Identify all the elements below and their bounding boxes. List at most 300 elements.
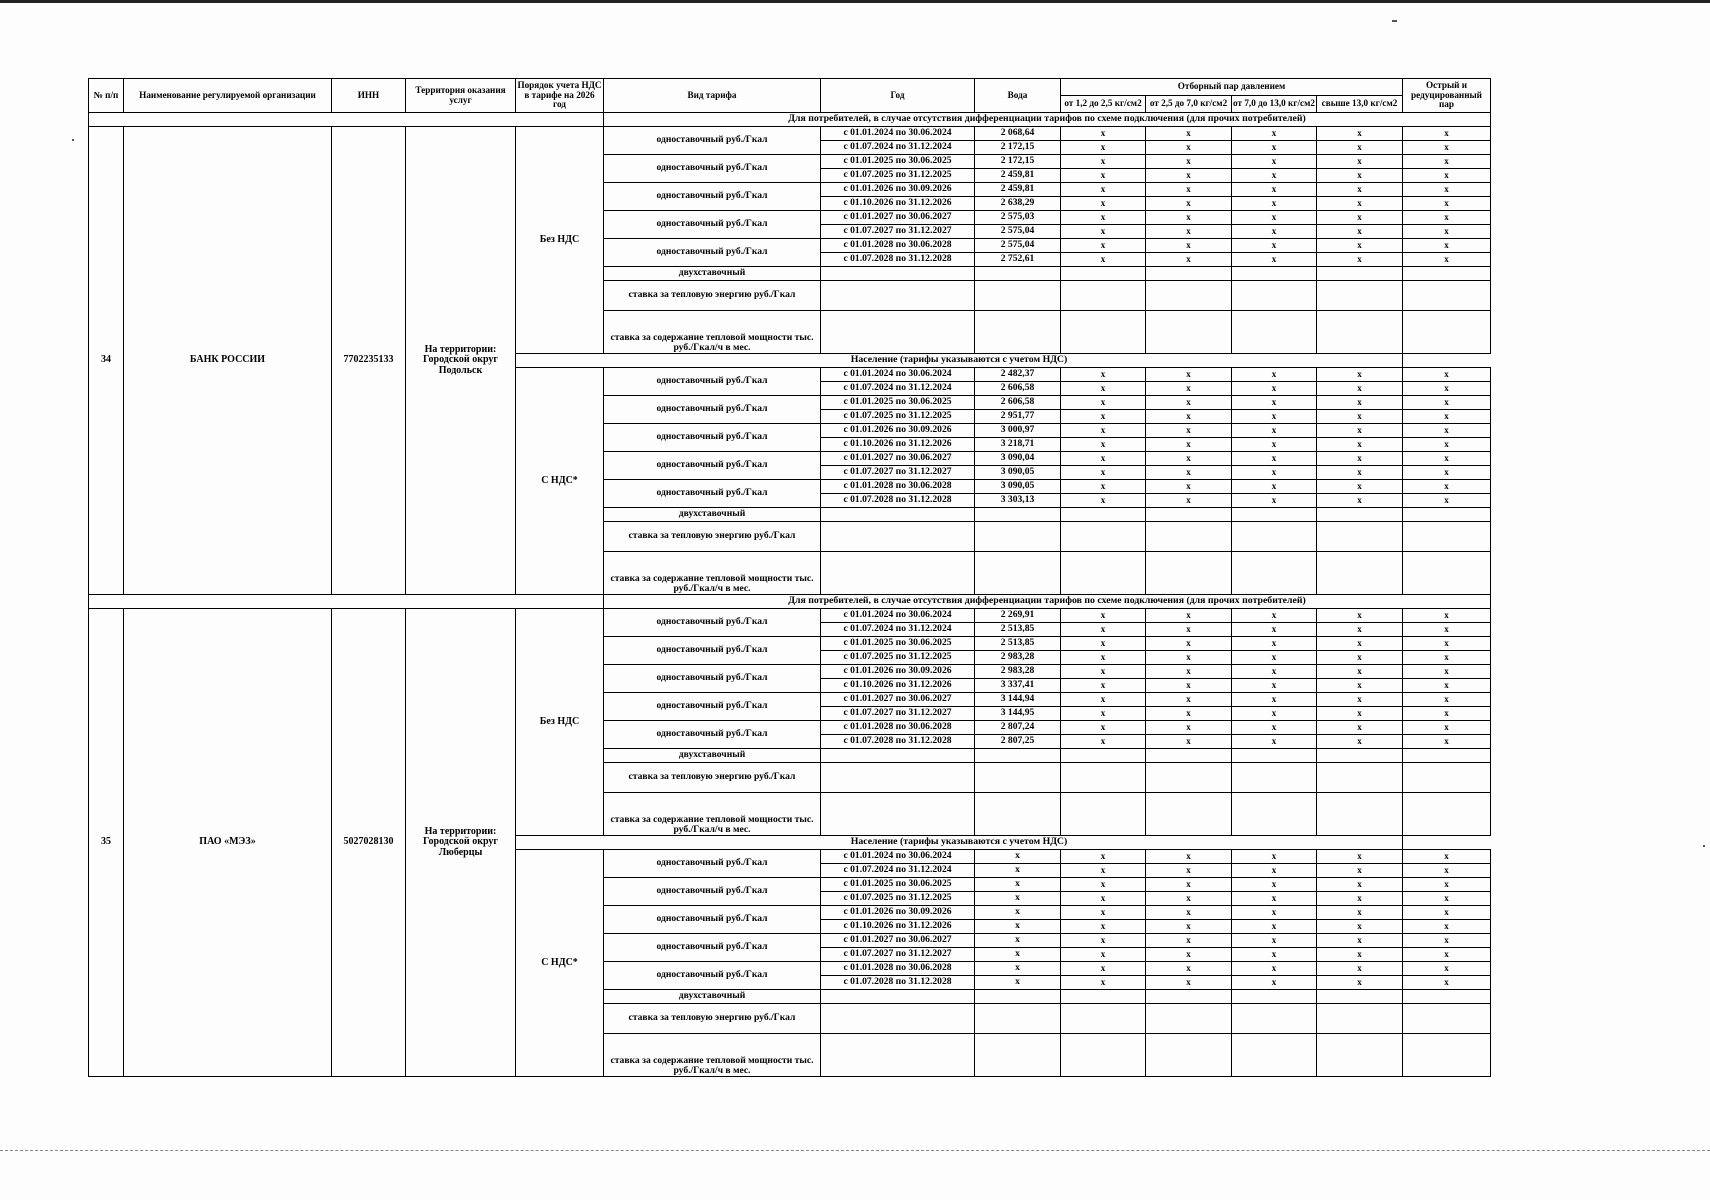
not-applicable-mark: x xyxy=(1403,225,1491,239)
water-value: 2 951,77 xyxy=(975,410,1061,424)
period-cell: с 01.01.2027 по 30.06.2027 xyxy=(821,452,975,466)
not-applicable-mark: x xyxy=(1403,976,1491,990)
not-applicable-mark: x xyxy=(1232,721,1317,735)
water-value: 2 983,28 xyxy=(975,665,1061,679)
empty-cell xyxy=(1146,990,1232,1004)
empty-cell xyxy=(1403,990,1491,1004)
org-territory: На территории: Городской округ Подольск xyxy=(406,127,516,595)
not-applicable-mark: x xyxy=(1317,253,1403,267)
not-applicable-mark: x xyxy=(1232,906,1317,920)
empty-cell xyxy=(975,281,1061,311)
period-cell: с 01.01.2024 по 30.06.2024 xyxy=(821,850,975,864)
water-value: 3 337,41 xyxy=(975,679,1061,693)
not-applicable-mark: x xyxy=(1146,494,1232,508)
tariff-type-single: одноставочный руб./Гкал xyxy=(604,934,821,962)
not-applicable-mark: x xyxy=(1146,976,1232,990)
water-value: 2 513,85 xyxy=(975,623,1061,637)
empty-cell xyxy=(1061,793,1146,836)
not-applicable-mark: x xyxy=(1317,480,1403,494)
org-inn: 7702235133 xyxy=(332,127,406,595)
not-applicable-mark: x xyxy=(1146,892,1232,906)
not-applicable-mark: x xyxy=(1146,735,1232,749)
period-cell: с 01.01.2025 по 30.06.2025 xyxy=(821,637,975,651)
tariff-type-single: одноставочный руб./Гкал xyxy=(604,211,821,239)
empty-cell xyxy=(975,763,1061,793)
not-applicable-mark: x xyxy=(1146,396,1232,410)
period-cell: с 01.01.2028 по 30.06.2028 xyxy=(821,721,975,735)
not-applicable-mark: x xyxy=(1146,211,1232,225)
not-applicable-mark: x xyxy=(1061,976,1146,990)
period-cell: с 01.01.2028 по 30.06.2028 xyxy=(821,480,975,494)
scan-top-edge xyxy=(0,0,1710,3)
not-applicable-mark: x xyxy=(1232,934,1317,948)
not-applicable-mark: x xyxy=(1232,693,1317,707)
empty-cell xyxy=(1232,552,1317,595)
tariff-type-single: одноставочный руб./Гкал xyxy=(604,693,821,721)
not-applicable-mark: x xyxy=(1403,368,1491,382)
tariff-type-two: двухставочный xyxy=(604,749,821,763)
not-applicable-mark: x xyxy=(1232,197,1317,211)
tariff-type-single: одноставочный руб./Гкал xyxy=(604,906,821,934)
not-applicable-mark: x xyxy=(1232,183,1317,197)
not-applicable-mark: x xyxy=(1317,466,1403,480)
org-name: ПАО «МЭЗ» xyxy=(124,609,332,1077)
water-value: x xyxy=(975,864,1061,878)
not-applicable-mark: x xyxy=(1403,962,1491,976)
water-value: 2 068,64 xyxy=(975,127,1061,141)
empty-cell xyxy=(1232,763,1317,793)
period-cell: с 01.10.2026 по 31.12.2026 xyxy=(821,920,975,934)
col-vat-header: Порядок учета НДС в тарифе на 2026 год xyxy=(516,79,604,113)
not-applicable-mark: x xyxy=(1146,197,1232,211)
not-applicable-mark: x xyxy=(1232,155,1317,169)
empty-cell xyxy=(1317,267,1403,281)
empty-cell xyxy=(975,311,1061,354)
not-applicable-mark: x xyxy=(1061,183,1146,197)
scan-speck xyxy=(1703,845,1705,847)
not-applicable-mark: x xyxy=(1317,864,1403,878)
not-applicable-mark: x xyxy=(1061,368,1146,382)
table-header xyxy=(89,79,1491,113)
tariff-type-single: одноставочный руб./Гкал xyxy=(604,480,821,508)
empty-cell xyxy=(975,267,1061,281)
not-applicable-mark: x xyxy=(1232,466,1317,480)
section-spacer xyxy=(89,113,604,127)
empty-cell xyxy=(1403,281,1491,311)
empty-cell xyxy=(1232,281,1317,311)
empty-cell xyxy=(1146,508,1232,522)
empty-cell xyxy=(1317,1004,1403,1034)
not-applicable-mark: x xyxy=(1403,410,1491,424)
not-applicable-mark: x xyxy=(1403,679,1491,693)
not-applicable-mark: x xyxy=(1061,864,1146,878)
empty-cell xyxy=(1317,552,1403,595)
scan-bottom-edge xyxy=(0,1150,1710,1151)
not-applicable-mark: x xyxy=(1146,438,1232,452)
empty-cell xyxy=(1061,1034,1146,1077)
empty-cell xyxy=(1061,508,1146,522)
empty-cell xyxy=(975,552,1061,595)
not-applicable-mark: x xyxy=(1403,382,1491,396)
water-value: 3 090,05 xyxy=(975,480,1061,494)
not-applicable-mark: x xyxy=(1146,707,1232,721)
water-value: 2 638,29 xyxy=(975,197,1061,211)
not-applicable-mark: x xyxy=(1403,211,1491,225)
not-applicable-mark: x xyxy=(1146,609,1232,623)
not-applicable-mark: x xyxy=(1403,424,1491,438)
not-applicable-mark: x xyxy=(1232,382,1317,396)
period-cell: с 01.01.2025 по 30.06.2025 xyxy=(821,396,975,410)
not-applicable-mark: x xyxy=(1403,864,1491,878)
tariff-row xyxy=(89,127,1491,141)
not-applicable-mark: x xyxy=(1317,976,1403,990)
period-cell: с 01.01.2025 по 30.06.2025 xyxy=(821,155,975,169)
period-cell: с 01.10.2026 по 31.12.2026 xyxy=(821,197,975,211)
empty-cell xyxy=(1232,990,1317,1004)
not-applicable-mark: x xyxy=(1061,948,1146,962)
vat-mode: Без НДС xyxy=(516,127,604,354)
not-applicable-mark: x xyxy=(1061,466,1146,480)
not-applicable-mark: x xyxy=(1317,368,1403,382)
not-applicable-mark: x xyxy=(1403,934,1491,948)
not-applicable-mark: x xyxy=(1146,693,1232,707)
not-applicable-mark: x xyxy=(1403,721,1491,735)
not-applicable-mark: x xyxy=(1061,494,1146,508)
not-applicable-mark: x xyxy=(1061,155,1146,169)
section-row xyxy=(89,595,1491,609)
not-applicable-mark: x xyxy=(1317,637,1403,651)
period-cell: с 01.07.2028 по 31.12.2028 xyxy=(821,976,975,990)
water-value: x xyxy=(975,920,1061,934)
not-applicable-mark: x xyxy=(1232,623,1317,637)
not-applicable-mark: x xyxy=(1146,934,1232,948)
not-applicable-mark: x xyxy=(1232,480,1317,494)
water-value: 2 807,24 xyxy=(975,721,1061,735)
not-applicable-mark: x xyxy=(1061,141,1146,155)
not-applicable-mark: x xyxy=(1403,253,1491,267)
water-value: x xyxy=(975,892,1061,906)
not-applicable-mark: x xyxy=(1146,452,1232,466)
water-value: 2 269,91 xyxy=(975,609,1061,623)
tariff-type-single: одноставочный руб./Гкал xyxy=(604,183,821,211)
empty-cell xyxy=(821,990,975,1004)
empty-cell xyxy=(1061,311,1146,354)
empty-cell xyxy=(1232,793,1317,836)
tariff-type-single: одноставочный руб./Гкал xyxy=(604,452,821,480)
org-name: БАНК РОССИИ xyxy=(124,127,332,595)
empty-cell xyxy=(1317,522,1403,552)
period-cell: с 01.01.2026 по 30.09.2026 xyxy=(821,183,975,197)
not-applicable-mark: x xyxy=(1146,466,1232,480)
period-cell: с 01.01.2026 по 30.09.2026 xyxy=(821,424,975,438)
not-applicable-mark: x xyxy=(1403,197,1491,211)
not-applicable-mark: x xyxy=(1317,693,1403,707)
period-cell: с 01.01.2026 по 30.09.2026 xyxy=(821,906,975,920)
not-applicable-mark: x xyxy=(1146,948,1232,962)
period-cell: с 01.01.2027 по 30.06.2027 xyxy=(821,934,975,948)
tariff-type-two: двухставочный xyxy=(604,990,821,1004)
not-applicable-mark: x xyxy=(1061,253,1146,267)
not-applicable-mark: x xyxy=(1146,920,1232,934)
water-value: 2 752,61 xyxy=(975,253,1061,267)
not-applicable-mark: x xyxy=(1146,127,1232,141)
tariff-row xyxy=(89,609,1491,623)
not-applicable-mark: x xyxy=(1061,609,1146,623)
empty-cell xyxy=(1061,281,1146,311)
not-applicable-mark: x xyxy=(1317,452,1403,466)
not-applicable-mark: x xyxy=(1061,735,1146,749)
not-applicable-mark: x xyxy=(1403,651,1491,665)
not-applicable-mark: x xyxy=(1232,850,1317,864)
not-applicable-mark: x xyxy=(1061,623,1146,637)
tariff-type-single: одноставочный руб./Гкал xyxy=(604,850,821,878)
not-applicable-mark: x xyxy=(1061,239,1146,253)
not-applicable-mark: x xyxy=(1146,878,1232,892)
water-value: 2 575,04 xyxy=(975,225,1061,239)
not-applicable-mark: x xyxy=(1317,155,1403,169)
not-applicable-mark: x xyxy=(1232,452,1317,466)
water-value: x xyxy=(975,976,1061,990)
not-applicable-mark: x xyxy=(1232,920,1317,934)
not-applicable-mark: x xyxy=(1146,225,1232,239)
empty-cell xyxy=(1146,749,1232,763)
not-applicable-mark: x xyxy=(1232,864,1317,878)
empty-cell xyxy=(1317,763,1403,793)
water-value: x xyxy=(975,948,1061,962)
section-title: Для потребителей, в случае отсутствия дифференциации тарифов по схеме подключения (для прочих потребителей) xyxy=(604,595,1491,609)
not-applicable-mark: x xyxy=(1061,396,1146,410)
tariff-type-energy: ставка за тепловую энергию руб./Гкал xyxy=(604,763,821,793)
tariff-type-two: двухставочный xyxy=(604,267,821,281)
not-applicable-mark: x xyxy=(1146,382,1232,396)
not-applicable-mark: x xyxy=(1146,906,1232,920)
empty-cell xyxy=(1061,552,1146,595)
empty-cell xyxy=(975,793,1061,836)
not-applicable-mark: x xyxy=(1146,962,1232,976)
water-value: x xyxy=(975,878,1061,892)
not-applicable-mark: x xyxy=(1317,410,1403,424)
not-applicable-mark: x xyxy=(1403,466,1491,480)
vat-mode: С НДС* xyxy=(516,368,604,595)
empty-cell xyxy=(1061,522,1146,552)
not-applicable-mark: x xyxy=(1232,962,1317,976)
empty-cell xyxy=(1146,311,1232,354)
not-applicable-mark: x xyxy=(1146,410,1232,424)
empty-cell xyxy=(1403,763,1491,793)
not-applicable-mark: x xyxy=(1061,452,1146,466)
empty-cell xyxy=(821,1034,975,1077)
water-value: 2 606,58 xyxy=(975,396,1061,410)
water-value: 2 172,15 xyxy=(975,155,1061,169)
not-applicable-mark: x xyxy=(1061,906,1146,920)
tariff-type-energy: ставка за тепловую энергию руб./Гкал xyxy=(604,1004,821,1034)
not-applicable-mark: x xyxy=(1403,494,1491,508)
not-applicable-mark: x xyxy=(1232,892,1317,906)
tariff-type-power: ставка за содержание тепловой мощности тыс. руб./Гкал/ч в мес. xyxy=(604,1034,821,1077)
not-applicable-mark: x xyxy=(1232,679,1317,693)
not-applicable-mark: x xyxy=(1317,382,1403,396)
not-applicable-mark: x xyxy=(1317,127,1403,141)
tariff-type-power: ставка за содержание тепловой мощности тыс. руб./Гкал/ч в мес. xyxy=(604,311,821,354)
empty-cell xyxy=(821,749,975,763)
not-applicable-mark: x xyxy=(1403,878,1491,892)
table-body xyxy=(89,113,1491,1077)
not-applicable-mark: x xyxy=(1232,494,1317,508)
not-applicable-mark: x xyxy=(1061,438,1146,452)
not-applicable-mark: x xyxy=(1146,155,1232,169)
water-value: 2 459,81 xyxy=(975,183,1061,197)
tariff-table xyxy=(88,78,1491,1077)
col-year-header: Год xyxy=(821,79,975,113)
tariff-type-single: одноставочный руб./Гкал xyxy=(604,609,821,637)
water-value: 2 575,04 xyxy=(975,239,1061,253)
not-applicable-mark: x xyxy=(1061,721,1146,735)
empty-cell xyxy=(1146,1004,1232,1034)
not-applicable-mark: x xyxy=(1146,850,1232,864)
empty-cell xyxy=(1232,522,1317,552)
not-applicable-mark: x xyxy=(1317,679,1403,693)
water-value: 3 144,94 xyxy=(975,693,1061,707)
not-applicable-mark: x xyxy=(1317,225,1403,239)
not-applicable-mark: x xyxy=(1061,651,1146,665)
tariff-type-single: одноставочный руб./Гкал xyxy=(604,962,821,990)
not-applicable-mark: x xyxy=(1403,920,1491,934)
water-value: 3 303,13 xyxy=(975,494,1061,508)
empty-cell xyxy=(821,267,975,281)
water-value: 2 575,03 xyxy=(975,211,1061,225)
empty-cell xyxy=(975,508,1061,522)
empty-cell xyxy=(975,1004,1061,1034)
not-applicable-mark: x xyxy=(1403,609,1491,623)
period-cell: с 01.07.2025 по 31.12.2025 xyxy=(821,651,975,665)
water-value: 2 983,28 xyxy=(975,651,1061,665)
col-territory-header: Территория оказания услуг xyxy=(406,79,516,113)
period-cell: с 01.01.2027 по 30.06.2027 xyxy=(821,211,975,225)
not-applicable-mark: x xyxy=(1061,707,1146,721)
period-cell: с 01.07.2028 по 31.12.2028 xyxy=(821,494,975,508)
empty-cell xyxy=(1061,1004,1146,1034)
tariff-type-power: ставка за содержание тепловой мощности тыс. руб./Гкал/ч в мес. xyxy=(604,793,821,836)
not-applicable-mark: x xyxy=(1403,665,1491,679)
col-tariff-type-header: Вид тарифа xyxy=(604,79,821,113)
tariff-type-single: одноставочный руб./Гкал xyxy=(604,155,821,183)
empty-cell xyxy=(975,1034,1061,1077)
not-applicable-mark: x xyxy=(1317,707,1403,721)
not-applicable-mark: x xyxy=(1061,169,1146,183)
empty-cell xyxy=(821,793,975,836)
period-cell: с 01.01.2024 по 30.06.2024 xyxy=(821,368,975,382)
period-cell: с 01.07.2028 по 31.12.2028 xyxy=(821,253,975,267)
empty-cell xyxy=(1403,1004,1491,1034)
not-applicable-mark: x xyxy=(1317,396,1403,410)
col-inn-header: ИНН xyxy=(332,79,406,113)
col-water-header: Вода xyxy=(975,79,1061,113)
vat-mode: Без НДС xyxy=(516,609,604,836)
tariff-type-single: одноставочный руб./Гкал xyxy=(604,127,821,155)
not-applicable-mark: x xyxy=(1232,609,1317,623)
empty-cell xyxy=(1403,552,1491,595)
empty-cell xyxy=(821,522,975,552)
tariff-type-single: одноставочный руб./Гкал xyxy=(604,721,821,749)
not-applicable-mark: x xyxy=(1061,892,1146,906)
not-applicable-mark: x xyxy=(1232,438,1317,452)
not-applicable-mark: x xyxy=(1146,480,1232,494)
not-applicable-mark: x xyxy=(1061,693,1146,707)
not-applicable-mark: x xyxy=(1317,721,1403,735)
empty-cell xyxy=(1403,522,1491,552)
not-applicable-mark: x xyxy=(1146,141,1232,155)
not-applicable-mark: x xyxy=(1146,721,1232,735)
water-value: 3 218,71 xyxy=(975,438,1061,452)
not-applicable-mark: x xyxy=(1146,665,1232,679)
empty-cell xyxy=(1403,793,1491,836)
empty-cell xyxy=(1403,267,1491,281)
not-applicable-mark: x xyxy=(1403,735,1491,749)
period-cell: с 01.07.2024 по 31.12.2024 xyxy=(821,382,975,396)
period-cell: с 01.01.2028 по 30.06.2028 xyxy=(821,962,975,976)
not-applicable-mark: x xyxy=(1232,211,1317,225)
org-number: 34 xyxy=(89,127,124,595)
not-applicable-mark: x xyxy=(1317,920,1403,934)
not-applicable-mark: x xyxy=(1317,211,1403,225)
period-cell: с 01.01.2028 по 30.06.2028 xyxy=(821,239,975,253)
not-applicable-mark: x xyxy=(1317,141,1403,155)
not-applicable-mark: x xyxy=(1146,651,1232,665)
empty-cell xyxy=(975,749,1061,763)
empty-cell xyxy=(1232,267,1317,281)
water-value: 2 482,37 xyxy=(975,368,1061,382)
col-steam-group-header: Отборный пар давлением xyxy=(1061,79,1403,96)
not-applicable-mark: x xyxy=(1146,183,1232,197)
not-applicable-mark: x xyxy=(1061,480,1146,494)
not-applicable-mark: x xyxy=(1061,679,1146,693)
not-applicable-mark: x xyxy=(1146,864,1232,878)
not-applicable-mark: x xyxy=(1232,976,1317,990)
not-applicable-mark: x xyxy=(1146,637,1232,651)
not-applicable-mark: x xyxy=(1317,239,1403,253)
empty-cell xyxy=(821,763,975,793)
not-applicable-mark: x xyxy=(1061,637,1146,651)
not-applicable-mark: x xyxy=(1232,169,1317,183)
period-cell: с 01.10.2026 по 31.12.2026 xyxy=(821,438,975,452)
not-applicable-mark: x xyxy=(1061,127,1146,141)
not-applicable-mark: x xyxy=(1317,169,1403,183)
period-cell: с 01.07.2027 по 31.12.2027 xyxy=(821,707,975,721)
not-applicable-mark: x xyxy=(1403,693,1491,707)
not-applicable-mark: x xyxy=(1317,623,1403,637)
period-cell: с 01.07.2024 по 31.12.2024 xyxy=(821,864,975,878)
period-cell: с 01.01.2024 по 30.06.2024 xyxy=(821,609,975,623)
not-applicable-mark: x xyxy=(1146,623,1232,637)
tariff-type-single: одноставочный руб./Гкал xyxy=(604,637,821,665)
not-applicable-mark: x xyxy=(1403,850,1491,864)
not-applicable-mark: x xyxy=(1403,141,1491,155)
period-cell: с 01.07.2024 по 31.12.2024 xyxy=(821,623,975,637)
period-cell: с 01.07.2027 по 31.12.2027 xyxy=(821,948,975,962)
tariff-type-single: одноставочный руб./Гкал xyxy=(604,665,821,693)
not-applicable-mark: x xyxy=(1232,651,1317,665)
water-value: 2 459,81 xyxy=(975,169,1061,183)
empty-cell xyxy=(1061,749,1146,763)
col-org-header: Наименование регулируемой организации xyxy=(124,79,332,113)
not-applicable-mark: x xyxy=(1061,878,1146,892)
empty-cell xyxy=(1146,1034,1232,1077)
not-applicable-mark: x xyxy=(1232,253,1317,267)
period-cell: с 01.01.2024 по 30.06.2024 xyxy=(821,127,975,141)
not-applicable-mark: x xyxy=(1232,368,1317,382)
period-cell: с 01.01.2026 по 30.09.2026 xyxy=(821,665,975,679)
not-applicable-mark: x xyxy=(1317,906,1403,920)
